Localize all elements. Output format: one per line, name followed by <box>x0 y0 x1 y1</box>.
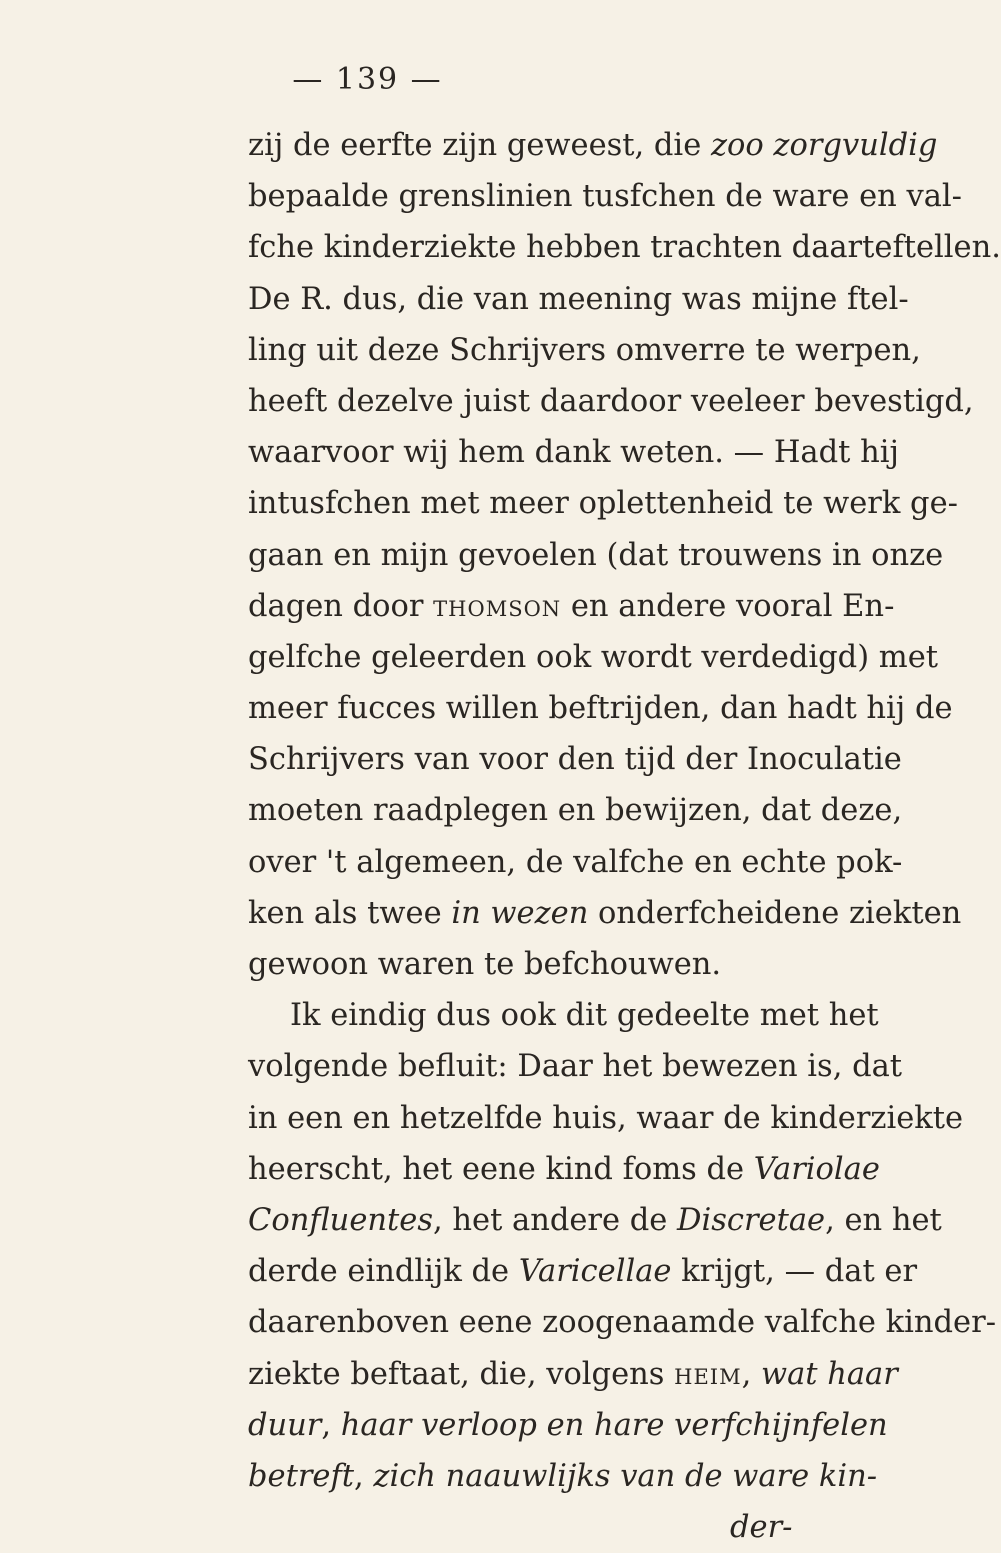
italic-segment: Varicellae <box>518 1254 672 1290</box>
text-segment: , <box>354 1458 374 1494</box>
text-segment: intusfchen met meer oplettenheid te werk ge- <box>248 486 958 522</box>
text-segment: onderfcheidene ziekten <box>588 895 962 931</box>
text-segment: meer fucces willen beftrijden, dan hadt hij de <box>248 691 953 727</box>
text-line <box>248 222 1001 273</box>
text-line <box>248 683 1001 734</box>
text-line <box>248 1349 1001 1400</box>
text-line <box>248 888 1001 939</box>
text-segment: derde eindlijk de <box>248 1254 519 1290</box>
text-line <box>248 120 1001 171</box>
text-segment: gelfche geleerden ook wordt verdedigd) met <box>248 639 939 675</box>
text-segment: bepaalde grenslinien tusfchen de ware en val- <box>248 179 962 215</box>
text-segment: en andere vooral En- <box>561 588 895 624</box>
text-line <box>248 734 1001 785</box>
italic-segment: duur <box>248 1407 322 1443</box>
text-segment: ken als twee <box>248 895 452 931</box>
text-line <box>248 837 1001 888</box>
italic-segment: Confluentes <box>248 1202 433 1238</box>
text-segment: , <box>741 1356 761 1392</box>
text-segment: zij de eerfte zijn geweest, die <box>248 128 711 163</box>
page-number: — 139 — <box>292 62 443 97</box>
text-line <box>248 1297 1001 1348</box>
text-line <box>248 939 1001 990</box>
body-text <box>248 120 1001 1553</box>
text-segment: over 't algemeen, de valfche en echte pok- <box>248 844 903 880</box>
text-segment: , het andere de <box>432 1202 678 1238</box>
text-segment: De R. dus, die van meening was mijne ftel- <box>248 281 909 317</box>
italic-segment: betreft <box>248 1458 355 1494</box>
text-line <box>248 376 1001 427</box>
text-segment: krijgt, — dat er <box>671 1254 918 1290</box>
text-line <box>248 1093 1001 1144</box>
text-segment: heeft dezelve juist daardoor veeleer bevestigd, <box>248 383 974 419</box>
text-segment: ziekte beftaat, die, volgens <box>248 1356 675 1392</box>
text-line <box>248 427 1001 478</box>
text-segment: daarenboven eene zoogenaamde valfche kinder- <box>248 1305 996 1341</box>
text-segment: waarvoor wij hem dank weten. — Hadt hij <box>248 435 899 471</box>
text-line <box>248 1041 1001 1092</box>
text-segment: Schrijvers van voor den tijd der Inoculatie <box>248 742 902 778</box>
text-line <box>248 1144 1001 1195</box>
italic-segment: zich naauwlijks van de ware kin- <box>373 1458 878 1494</box>
text-line <box>248 1400 1001 1451</box>
text-segment: gaan en mijn gevoelen (dat trouwens in onze <box>248 537 944 573</box>
text-line <box>248 1195 1001 1246</box>
text-line <box>248 478 1001 529</box>
catchword: der- <box>730 1510 793 1546</box>
text-line <box>248 632 1001 683</box>
small-caps-name: THOMSON <box>433 596 562 621</box>
italic-segment: haar verloop en hare verfchijnfelen <box>340 1407 888 1443</box>
text-segment: moeten raadplegen en bewijzen, dat deze, <box>248 793 903 829</box>
italic-segment: zoo zorgvuldig <box>710 128 938 163</box>
text-line <box>248 274 1001 325</box>
text-segment: , en het <box>825 1202 942 1238</box>
italic-segment: Variolae <box>753 1151 880 1187</box>
text-line <box>248 785 1001 836</box>
text-line <box>248 530 1001 581</box>
text-line <box>248 1246 1001 1297</box>
text-segment: , <box>321 1407 341 1443</box>
text-segment: heerscht, het eene kind foms de <box>248 1151 754 1187</box>
text-line <box>248 990 1001 1041</box>
text-segment: gewoon waren te befchouwen. <box>248 947 722 982</box>
text-line <box>248 171 1001 222</box>
italic-segment: Discretae <box>677 1202 826 1238</box>
text-line <box>248 1451 1001 1502</box>
italic-segment: wat haar <box>760 1356 898 1392</box>
text-segment: in een en hetzelfde huis, waar de kinderziekte <box>248 1100 964 1136</box>
italic-segment: in wezen <box>451 895 589 931</box>
text-line <box>248 325 1001 376</box>
text-segment: volgende befluit: Daar het bewezen is, dat <box>248 1049 903 1085</box>
text-segment: Ik eindig dus ook dit gedeelte met het <box>290 998 879 1034</box>
text-segment: ling uit deze Schrijvers omverre te werpen, <box>248 332 921 368</box>
text-line <box>248 581 1001 632</box>
text-segment: fche kinderziekte hebben trachten daarteftellen. <box>248 230 1001 266</box>
text-segment: dagen door <box>248 588 434 624</box>
small-caps-name: HEIM <box>674 1364 742 1389</box>
